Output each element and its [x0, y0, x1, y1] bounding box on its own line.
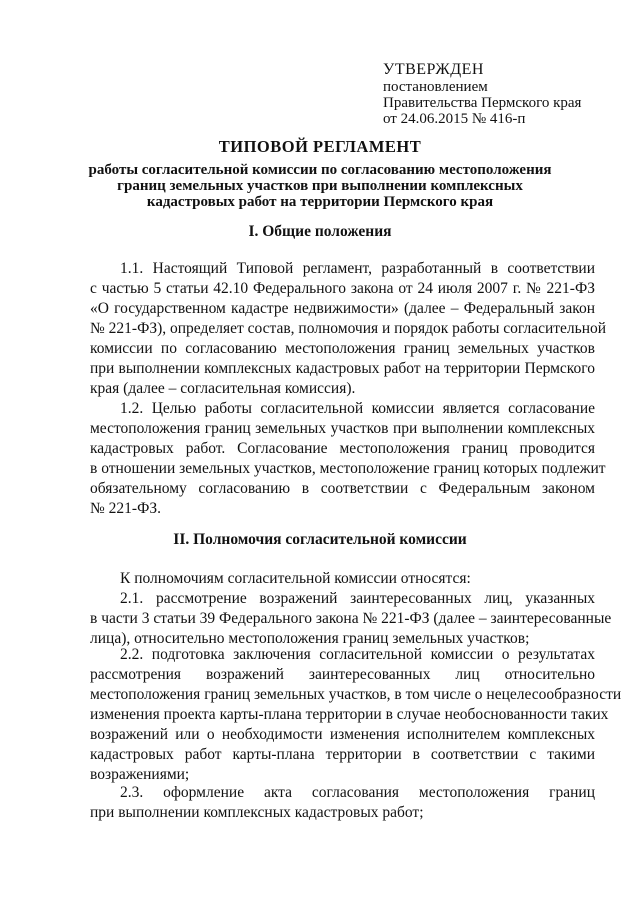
text-line: 1.1. Настоящий Типовой регламент, разработанный в соответствии [120, 260, 595, 277]
text-line: К полномочиям согласительной комиссии относятся: [120, 570, 471, 587]
text-line: при выполнении комплексных кадастровых работ на территории Пермского [90, 360, 595, 377]
paragraph-2-2 [90, 645, 622, 785]
text-line: возражениями; [90, 766, 190, 783]
text-line: обязательному согласованию в соответствии с Федеральным законом [90, 480, 595, 497]
paragraph-1-1 [90, 259, 607, 399]
subtitle-line: кадастровых работ на территории Пермского края [146, 194, 494, 210]
text-line: местоположения границ земельных участков при выполнении комплексных [90, 420, 595, 437]
approval-heading: УТВЕРЖДЕН [383, 61, 484, 78]
text-line: рассмотрения возражений заинтересованных лиц относительно [90, 666, 595, 683]
text-line: с частью 5 статьи 42.10 Федерального закона от 24 июля 2007 г. № 221-ФЗ [90, 280, 595, 297]
text-line: 2.2. подготовка заключения согласительной комиссии о результатах [120, 646, 595, 663]
section-heading: I. Общие положения [248, 223, 392, 240]
paragraph-2-1 [90, 589, 612, 649]
text-line: края (далее – согласительная комиссия). [90, 380, 356, 397]
text-line: местоположения границ земельных участков, в том числе о нецелесообразности [90, 686, 622, 703]
section-2-intro [90, 569, 595, 589]
text-line: в части 3 статьи 39 Федерального закона № 221-ФЗ (далее – заинтересованные [90, 610, 612, 627]
text-line: № 221-ФЗ), определяет состав, полномочия и порядок работы согласительной [90, 320, 607, 337]
text-line: № 221-ФЗ. [90, 500, 161, 517]
text-line: кадастровых работ карты-плана территории в соответствии с такими [90, 746, 595, 763]
text-line: возражений или о необходимости изменения исполнителем комплексных [90, 726, 595, 743]
text-line: 2.3. оформление акта согласования местоположения границ [120, 784, 595, 801]
text-line: комиссии по согласованию местоположения границ земельных участков [90, 340, 595, 357]
text-line: в отношении земельных участков, местоположение границ которых подлежит [90, 460, 606, 477]
text-line: изменения проекта карты-плана территории в случае необоснованности таких [90, 706, 609, 723]
approval-line: постановлением [383, 79, 488, 95]
subtitle-line: границ земельных участков при выполнении комплексных [117, 178, 523, 194]
text-line: при выполнении комплексных кадастровых работ; [90, 804, 424, 821]
text-line: лица), относительно местоположения границ земельных участков; [90, 630, 530, 647]
paragraph-1-2 [90, 399, 606, 519]
section-heading: II. Полномочия согласительной комиссии [173, 531, 467, 548]
subtitle-line: работы согласительной комиссии по согласованию местоположения [88, 162, 552, 178]
approval-date: от 24.06.2015 № 416-п [383, 111, 526, 127]
text-line: 1.2. Целью работы согласительной комиссии является согласование [120, 400, 595, 417]
text-line: «О государственном кадастре недвижимости» (далее – Федеральный закон [90, 300, 595, 317]
document-subtitle [0, 162, 640, 210]
text-line: 2.1. рассмотрение возражений заинтересованных лиц, указанных [120, 590, 595, 607]
text-line: кадастровых работ. Согласование местоположения границ проводится [90, 440, 595, 457]
approval-line: Правительства Пермского края [383, 95, 582, 111]
approval-stamp [383, 60, 633, 127]
paragraph-2-3 [90, 783, 595, 823]
document-title: ТИПОВОЙ РЕГЛАМЕНТ [218, 137, 422, 156]
